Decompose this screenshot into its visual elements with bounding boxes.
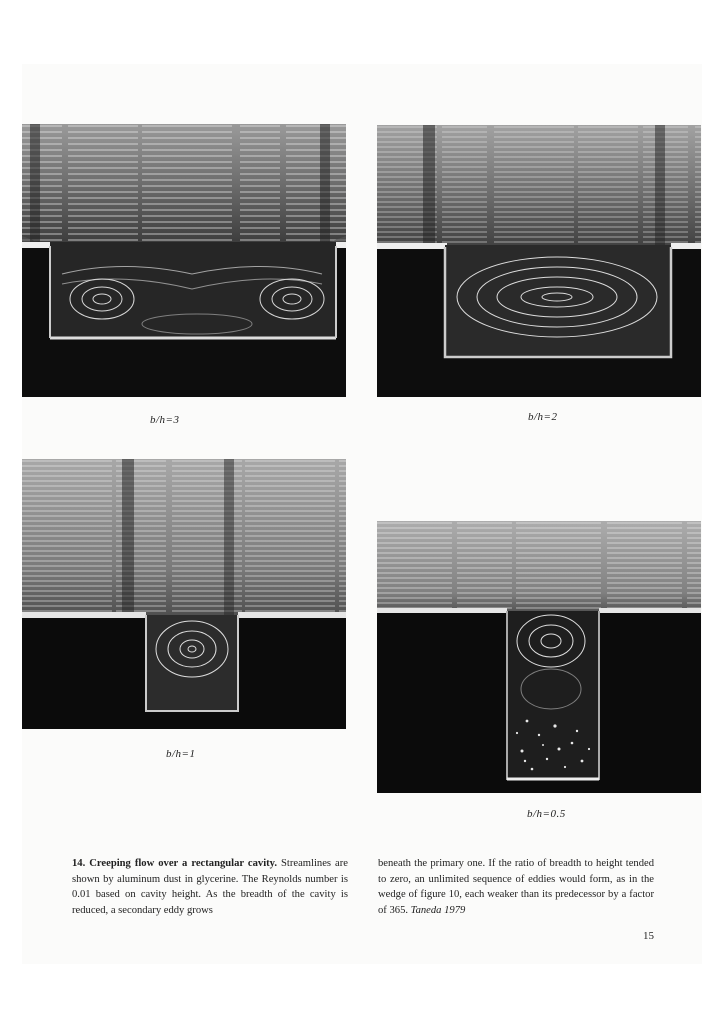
streamline-photo-bh3 [22,124,346,397]
photo-bh05 [377,521,701,793]
photo-bh2 [377,125,701,397]
label-bh2: b/h=2 [528,411,558,423]
photo-bh3 [22,124,346,397]
figure-number: 14. [72,858,86,869]
label-bh3: b/h=3 [150,414,180,426]
figure-title: Creeping flow over a rectangular cavity. [89,858,278,869]
caption-body-right: beneath the primary one. If the ratio of breadth to height tended to zero, an unlimited sequence of eddies would form, as in the wedge of figure 10, each weaker than its predecessor by a factor of 365. [378,858,654,916]
label-bh1: b/h=1 [166,748,196,760]
streamline-photo-bh2 [377,125,701,397]
caption-credit: Taneda 1979 [410,904,466,916]
caption-left-column [72,856,348,918]
caption-body-left: Streamlines are shown by aluminum dust in glycerine. The Reynolds number is 0.01 based on cavity height. As the breadth of the cavity is reduced, a secondary eddy grows [72,858,348,916]
page-number: 15 [643,930,654,942]
label-bh05: b/h=0.5 [527,808,566,820]
streamline-photo-bh1 [22,459,346,729]
photo-bh1 [22,459,346,729]
streamline-photo-bh05 [377,521,701,793]
caption-right-column [378,856,654,918]
